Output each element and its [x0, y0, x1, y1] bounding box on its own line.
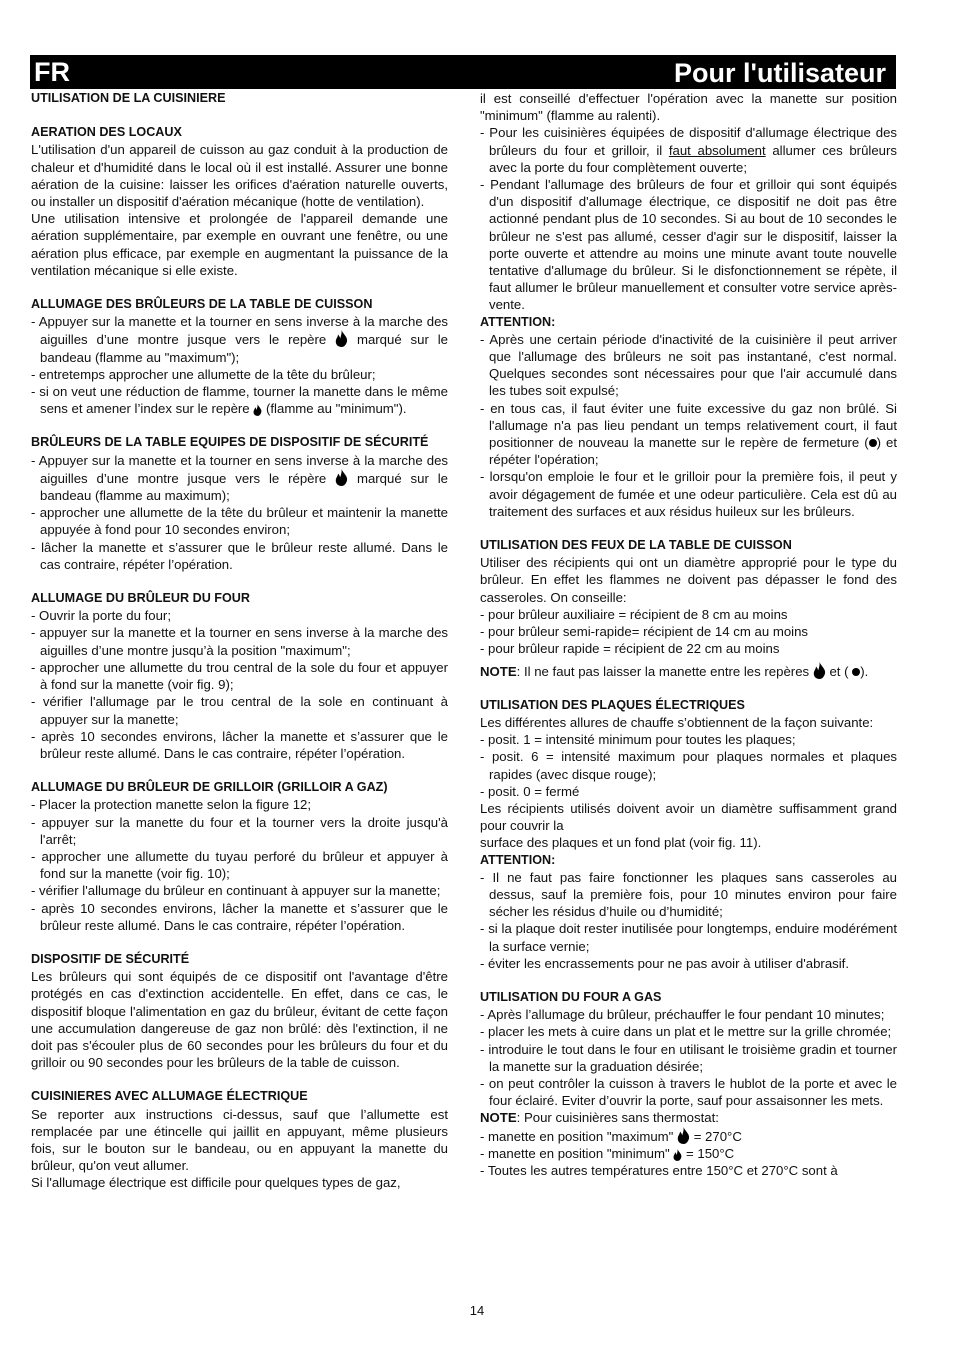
list-item: - on peut contrôler la cuisson à travers le hublot de la porte et avec le four éclairé. Eviter d’ouvrir la porte, sauf pour assaisonner les mets. [480, 1075, 897, 1109]
list-item: - Ouvrir la porte du four; [31, 608, 171, 624]
attention-label: ATTENTION: [480, 852, 556, 867]
attention-label: ATTENTION: [480, 314, 556, 329]
section-title: UTILISATION DE LA CUISINIERE [31, 91, 226, 105]
section-title: DISPOSITIF DE SÉCURITÉ [31, 951, 190, 966]
list-item: - entretemps approcher une allumette de la tête du brûleur; [31, 366, 376, 382]
paragraph: Les différentes allures de chauffe s’obtiennent de la façon suivante: [480, 714, 874, 730]
list-item: - en tous cas, il faut éviter une fuite excessive du gaz non brûlé. Si l'allumage n'a pas lieu pendant un temps relativement court, il faut positionner de nouveau la manette sur le repère de fermeture ( ) et répéter l'opération; [480, 400, 897, 468]
flame-large-icon [335, 469, 348, 486]
list-item: - lorsqu'on emploie le four et le grilloir pour la première fois, il peut y avoir dégagement de fumée et une odeur particulière. Cela est dû au traitement des surfaces et aux résidus huileux sur les brûleurs. [480, 469, 897, 519]
page-title: Pour l'utilisateur [674, 58, 886, 88]
closed-position-dot-icon [869, 439, 877, 447]
list-item: - manette en position "minimum" = 150°C [480, 1145, 735, 1161]
list-item: - après 10 secondes environs, lâcher la manette et s’assurer que le brûleur reste allumé. Dans le cas contraire, répéter l’opération. [31, 900, 448, 933]
list-item: - approcher une allumette de la tête du brûleur et maintenir la manette appuyée à fond pour 10 secondes environ; [31, 505, 448, 538]
list-item: - pour brûleur rapide = récipient de 22 cm au moins [480, 641, 780, 657]
list-item: - vérifier l'allumage par le trou central de la sole en continuant à appuyer sur la manette; [31, 694, 448, 727]
list-item: - appuyer sur la manette du four et la tourner vers la droite jusqu'à l'arrêt; [31, 814, 448, 847]
flame-large-icon [335, 330, 348, 347]
note-paragraph: NOTE: Pour cuisinières sans thermostat: [480, 1110, 719, 1126]
list-item: - posit. 1 = intensité minimum pour toutes les plaques; [480, 732, 796, 748]
list-item: - manette en position "maximum" = 270°C [480, 1128, 742, 1144]
flame-large-icon [813, 662, 826, 679]
list-item: - lâcher la manette et s’assurer que le brûleur reste allumé. Dans le cas contraire, répéter l’opération. [31, 539, 448, 572]
paragraph: surface des plaques et un fond plat (voir fig. 11). [480, 835, 762, 851]
flame-large-icon [677, 1127, 690, 1144]
list-item: - Il ne faut pas faire fonctionner les plaques sans casseroles au dessus, sauf la première fois, pour 10 minutes environ pour faire sécher les résidus d’huile ou d’humidité; [480, 869, 897, 920]
list-item: - Pour les cuisinières équipées de dispositif d'allumage électrique des brûleurs du four et grilloir, il faut absolument allumer ces brûleurs avec la porte du four complètement ouverte; [480, 125, 897, 175]
paragraph: Les récipients utilisés doivent avoir un diamètre suffisamment grand pour couvrir la [480, 800, 897, 834]
flame-small-icon [673, 1149, 682, 1161]
flame-small-icon [253, 404, 262, 416]
list-item: - placer les mets à cuire dans un plat et le mettre sur la grille chromée; [480, 1024, 892, 1040]
list-item: - posit. 6 = intensité maximum pour plaques normales et plaques rapides (avec disque rouge); [480, 749, 897, 782]
section-title: UTILISATION DU FOUR A GAS [480, 989, 662, 1004]
closed-position-dot-icon [852, 668, 860, 676]
paragraph: Les brûleurs qui sont équipés de ce dispositif ont l'avantage d'être protégés en cas d'extinction accidentelle. En effet, dans ce cas, le dispositif bloque l'alimentation en gaz du brûleur, évitant de cette façon une accumulation dangereuse de gaz non brûlé: dès l'extinction, il ne doit pas s'écouler plus de 60 secondes pour les brûleurs du four et du grilloir ou 90 secondes pour les brûleurs de la table de cuisson. [31, 969, 448, 1071]
list-item: - après 10 secondes environs, lâcher la manette et s’assurer que le brûleur reste allumé. Dans le cas contraire, répéter l’opération. [31, 728, 448, 761]
list-item: - pour brûleur semi-rapide= récipient de 14 cm au moins [480, 624, 809, 640]
language-label: FR [34, 57, 70, 87]
right-column [480, 90, 897, 1179]
paragraph: il est conseillé d'effectuer l'opération avec la manette sur position "minimum" (flamme au ralenti). [480, 91, 897, 124]
list-item: - Pendant l'allumage des brûleurs de four et grilloir qui sont équipés d'un dispositif d'allumage électrique, ce dispositif ne doit pas être actionné pendant plus de 10 secondes. Si au bout de 10 secondes le brûleur ne s'est pas allumé, cesser d'agir sur le dispositif, laisser la porte ouverte et attendre au moins une minute avant toute nouvelle tentative d'allumage du brûleur. Si le disfonctionnement se répète, il faut allumer le brûleur manuellement et consulter votre service après-vente. [480, 177, 897, 313]
paragraph: L'utilisation d'un appareil de cuisson au gaz conduit à la production de chaleur et d'humidité dans le local où il est installé. Assurer une bonne aération de la cuisine: laisser les orifices d'aération naturelle ouverts, ou installer un dispositif d'aération mécanique (hotte de ventilation). [31, 142, 448, 210]
section-title: ALLUMAGE DES BRÛLEURS DE LA TABLE DE CUISSON [31, 297, 373, 312]
list-item: - appuyer sur la manette et la tourner en sens inverse à la marche des aiguilles d’une montre jusqu’à la position "maximum"; [31, 625, 448, 658]
section-title: UTILISATION DES FEUX DE LA TABLE DE CUISSON [480, 538, 792, 553]
list-item: - Appuyer sur la manette et la tourner en sens inverse à la marche des aiguilles d’une montre jusque vers le repère marqué sur le bandeau (flamme au "maximum"); [31, 314, 448, 365]
section-title: CUISINIERES AVEC ALLUMAGE ÉLECTRIQUE [31, 1089, 308, 1104]
list-item: - Placer la protection manette selon la figure 12; [31, 797, 312, 813]
section-title: ALLUMAGE DU BRÛLEUR DE GRILLOIR (GRILLOIR A GAZ) [31, 780, 388, 795]
paragraph: Une utilisation intensive et prolongée de l'appareil demande une aération supplémentaire, par exemple en ouvrant une fenêtre, ou une aération plus efficace, par exemple en augmentant la puissance de la ventilation mécanique si elle existe. [31, 211, 448, 278]
list-item: - introduire le tout dans le four en utilisant le troisième gradin et tourner la manette sur la graduation désirée; [480, 1041, 897, 1074]
list-item: - Toutes les autres températures entre 150°C et 270°C sont à [480, 1162, 838, 1178]
list-item: - si la plaque doit rester inutilisée pour longtemps, enduire modérément la surface vernie; [480, 921, 897, 954]
list-item: - Après l’allumage du brûleur, préchauffer le four pendant 10 minutes; [480, 1007, 885, 1023]
list-item: - approcher une allumette du trou central de la sole du four et appuyer à fond sur la manette (voir fig. 9); [31, 659, 448, 693]
section-title: ALLUMAGE DU BRÛLEUR DU FOUR [31, 591, 250, 606]
paragraph: Si l'allumage électrique est difficile pour quelques types de gaz, [31, 1175, 401, 1191]
list-item: - Après une certain période d'inactivité de la cuisinière il peut arriver que l'allumage des brûleurs ne soit pas instantané, c'est normal. Quelques secondes sont nécessaires pour que l'air accumulé dans les tubes soit expulsé; [480, 331, 897, 399]
page-number: 14 [469, 1303, 485, 1318]
list-item: - approcher une allumette du tuyau perforé du brûleur et appuyer à fond sur la manette (voir fig. 10); [31, 848, 448, 882]
paragraph: Se reporter aux instructions ci-dessus, sauf que l’allumette est remplacée par une étincelle qui jaillit en appuyant, même plusieurs fois, sur le bouton sur le bandeau, ou en appuyant la manette du brûleur, qu'on veut allumer. [31, 1106, 448, 1174]
page-header [30, 55, 896, 89]
list-item: - posit. 0 = fermé [480, 783, 580, 799]
list-item: - si on veut une réduction de flamme, tourner la manette dans le même sens et amener l’index sur le repère (flamme au "minimum"). [31, 384, 448, 417]
list-item: - éviter les encrassements pour ne pas avoir à utiliser d'abrasif. [480, 955, 850, 971]
list-item: - Appuyer sur la manette et la tourner en sens inverse à la marche des aiguilles d’une montre jusque vers le répère marqué sur le bandeau (flamme au maximum); [31, 452, 448, 504]
list-item: - vérifier l'allumage du brûleur en continuant à appuyer sur la manette; [31, 883, 441, 899]
note-paragraph: NOTE: Il ne faut pas laisser la manette entre les repères et ( ). [480, 663, 869, 679]
section-title: BRÛLEURS DE LA TABLE EQUIPES DE DISPOSITIF DE SÉCURITÉ [31, 435, 429, 450]
section-title: UTILISATION DES PLAQUES ÉLECTRIQUES [480, 697, 745, 712]
paragraph: Utiliser des récipients qui ont un diamètre approprié pour le type du brûleur. En effet les flammes ne doivent pas dépasser le fond des casseroles. On conseille: [480, 555, 897, 605]
section-title: AERATION DES LOCAUX [31, 125, 182, 140]
list-item: - pour brûleur auxiliaire = récipient de 8 cm au moins [480, 606, 788, 622]
left-column [31, 90, 448, 1192]
